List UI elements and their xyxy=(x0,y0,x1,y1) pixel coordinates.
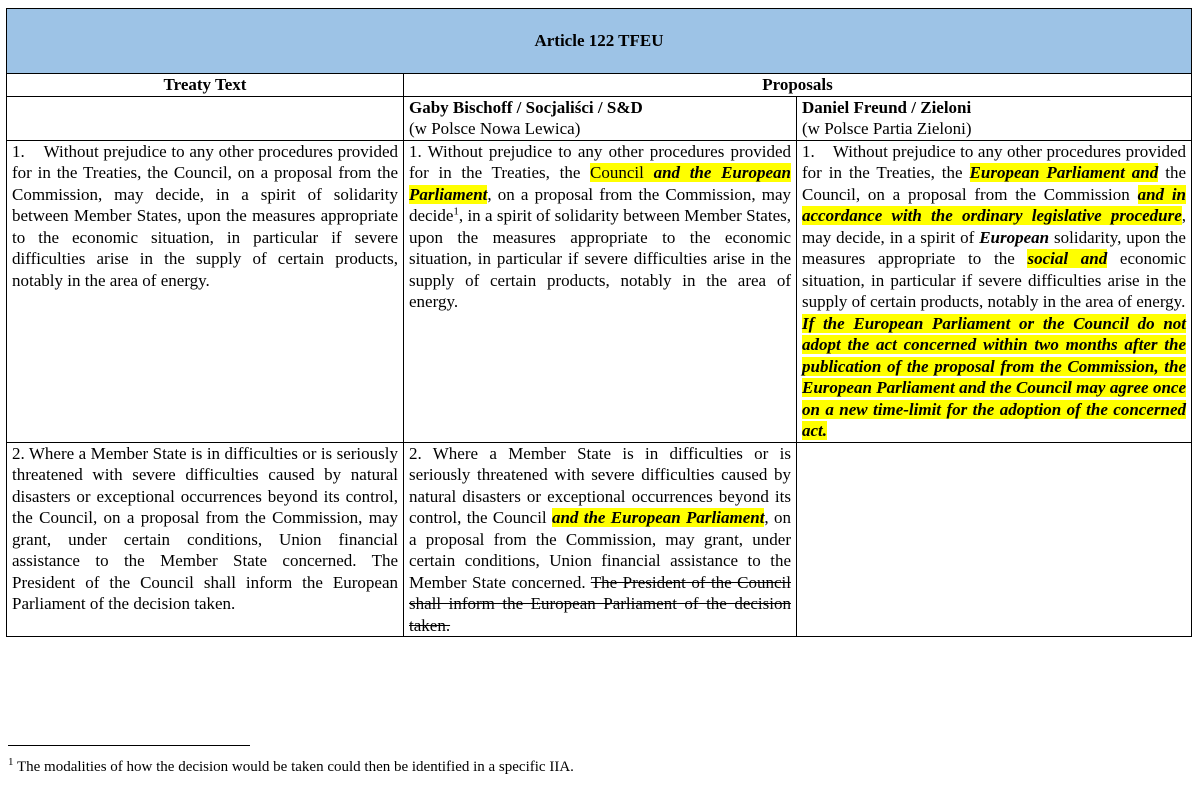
highlight-insertion: social and xyxy=(1027,249,1108,268)
footnote-text: The modalities of how the decision would be taken could then be identified in a specific IIA. xyxy=(13,759,574,775)
header-treaty-text: Treaty Text xyxy=(7,74,404,97)
highlight-insertion: and the European Parliament xyxy=(551,508,765,527)
author-freund xyxy=(797,96,1192,140)
bischoff-paragraph-2: 2. Where a Member State is in difficulties or is seriously threatened with severe difficulties caused by natural disasters or exceptional occurrences beyond its control, the Council and the European Parliament, on a proposal from the Commission, may grant, under certain conditions, Union financial assistance to the Member State concerned. The President of the Council shall inform the European Parliament of the decision taken. xyxy=(404,442,797,637)
highlight-insertion: European Parliament and xyxy=(969,163,1159,182)
footnote-reference: 1 xyxy=(453,205,459,218)
page-title: Article 122 TFEU xyxy=(7,9,1192,74)
article-comparison-table xyxy=(6,8,1192,637)
header-proposals: Proposals xyxy=(404,74,1192,97)
footnote-marker: 1 xyxy=(8,756,14,768)
freund-paragraph-2 xyxy=(797,442,1192,637)
strikethrough-deletion: The President of the Council shall inform the European Parliament of the decision taken. xyxy=(409,572,791,635)
author-bischoff-affiliation: (w Polsce Nowa Lewica) xyxy=(409,119,581,138)
highlight-insertion: Council xyxy=(590,163,654,182)
highlight-insertion: If the European Parliament or the Council do not adopt the act concerned within two months after the publication of the proposal from the Commission, the European Parliament and the Council may agree once on a new time-limit for the adoption of the concerned act. xyxy=(802,313,1186,440)
emphasis-insertion: European xyxy=(979,227,1050,247)
author-bischoff-name: Gaby Bischoff / Socjaliści / S&D xyxy=(409,97,643,117)
footnote xyxy=(8,757,574,777)
bischoff-paragraph-1: 1. Without prejudice to any other procedures provided for in the Treaties, the Council and the European Parliament, on a proposal from the Commission, may decide$^1$, in a spirit of solidarity between Member States, upon the measures appropriate to the economic situation, in particular if severe difficulties arise in the supply of certain products, notably in the area of energy. xyxy=(404,140,797,442)
freund-paragraph-1: 1. Without prejudice to any other procedures provided for in the Treaties, the European Parliament and the Council, on a proposal from the Commission and in accordance with the ordinary legislative procedure, may decide, in a spirit of European solidarity, upon the measures appropriate to the social and economic situation, in particular if severe difficulties arise in the supply of certain products, notably in the area of energy. If the European Parliament or the Council do not adopt the act concerned within two months after the publication of the proposal from the Commission, the European Parliament and the Council may agree once on a new time-limit for the adoption of the concerned act. xyxy=(797,140,1192,442)
author-freund-affiliation: (w Polsce Partia Zieloni) xyxy=(802,119,972,138)
footnote-separator xyxy=(8,745,250,746)
author-freund-name: Daniel Freund / Zieloni xyxy=(802,97,972,117)
author-bischoff xyxy=(404,96,797,140)
treaty-paragraph-1: 1. Without prejudice to any other procedures provided for in the Treaties, the Council, on a proposal from the Commission, may decide, in a spirit of solidarity between Member States, upon the measures appropriate to the economic situation, in particular if severe difficulties arise in the supply of certain products, notably in the area of energy. xyxy=(7,140,404,442)
highlight-insertion: and the European Parliament xyxy=(409,163,791,204)
empty-author-cell xyxy=(7,96,404,140)
treaty-paragraph-2: 2. Where a Member State is in difficulties or is seriously threatened with severe difficulties caused by natural disasters or exceptional occurrences beyond its control, the Council, on a proposal from the Commission, may grant, under certain conditions, Union financial assistance to the Member State concerned. The President of the Council shall inform the European Parliament of the decision taken. xyxy=(7,442,404,637)
highlight-insertion: and in accordance with the ordinary legislative procedure xyxy=(802,184,1186,225)
